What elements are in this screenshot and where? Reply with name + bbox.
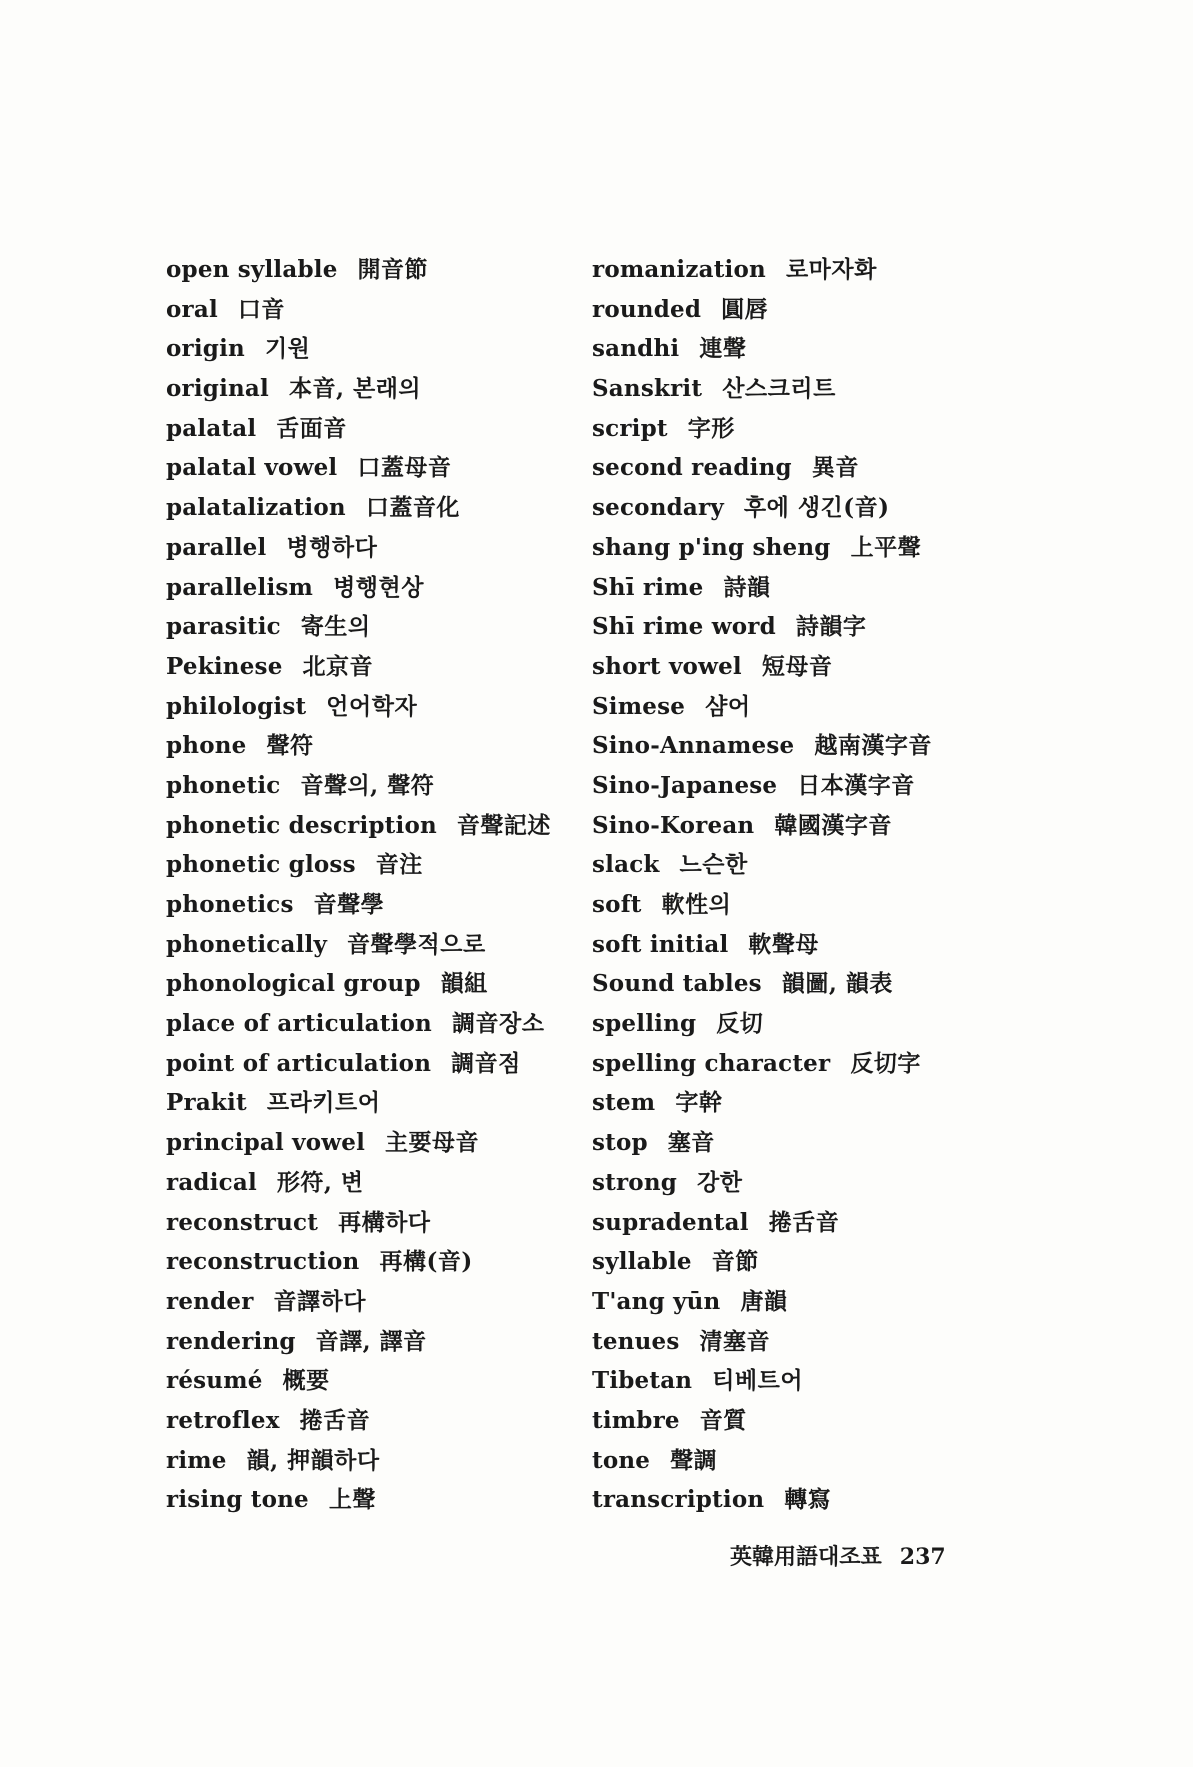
glossary-entry: [592, 329, 1032, 369]
glossary-entry: [166, 1163, 606, 1203]
glossary-entry: [166, 1044, 606, 1084]
entry-term: oral: [166, 295, 218, 323]
glossary-entry: [592, 528, 1032, 568]
entry-gloss: 韓國漢字音: [774, 811, 892, 839]
entry-term: origin: [166, 335, 245, 363]
glossary-entry: [166, 409, 606, 449]
glossary-entry: [592, 1322, 1032, 1362]
glossary-entry: [592, 766, 1032, 806]
entry-gloss: 詩韻: [723, 573, 771, 601]
glossary-entry: [166, 568, 606, 608]
entry-term: original: [166, 375, 269, 403]
entry-gloss: 티베트어: [712, 1367, 804, 1395]
glossary-entry: [592, 250, 1032, 290]
entry-gloss: 圓唇: [721, 295, 769, 323]
glossary-entry: [166, 528, 606, 568]
glossary-entry: [592, 1282, 1032, 1322]
entry-term: point of articulation: [166, 1049, 432, 1077]
entry-gloss: 上平聲: [850, 533, 922, 561]
glossary-entry: [166, 1083, 606, 1123]
glossary-entry: [592, 1083, 1032, 1123]
glossary-entry: [592, 409, 1032, 449]
entry-term: open syllable: [166, 256, 338, 283]
entry-gloss: 再構하다: [338, 1208, 431, 1236]
entry-term: rime: [166, 1446, 227, 1474]
entry-gloss: 느슨한: [679, 851, 748, 879]
entry-term: rendering: [166, 1327, 296, 1355]
glossary-entry: [592, 1480, 1032, 1520]
entry-gloss: 字幹: [675, 1089, 723, 1117]
entry-gloss: 韻組: [440, 970, 488, 998]
entry-gloss: 反切: [716, 1010, 764, 1038]
entry-term: Sino-Annamese: [592, 732, 795, 760]
entry-term: phonetically: [166, 930, 328, 958]
entry-gloss: 聲符: [266, 732, 314, 760]
entry-term: phonetic description: [166, 811, 437, 839]
entry-term: script: [592, 414, 668, 442]
glossary-entry: [592, 806, 1032, 846]
entry-term: second reading: [592, 454, 792, 482]
entry-gloss: 산스크리트: [722, 375, 836, 403]
entry-gloss: 音譯, 譯音: [315, 1327, 427, 1355]
entry-term: phonetics: [166, 891, 294, 918]
entry-gloss: 軟性의: [661, 891, 732, 918]
entry-gloss: 音聲學: [313, 891, 385, 918]
glossary-entry: [166, 1123, 606, 1163]
entry-term: résumé: [166, 1367, 263, 1395]
glossary-entry: [592, 290, 1032, 330]
entry-gloss: 口音: [237, 295, 285, 323]
left-column: [166, 250, 606, 1520]
entry-term: render: [166, 1287, 254, 1315]
glossary-entry: [166, 448, 606, 488]
entry-gloss: 捲舌音: [768, 1208, 840, 1236]
entry-gloss: 日本漢字音: [797, 771, 915, 799]
entry-term: supradental: [592, 1208, 749, 1236]
entry-gloss: 塞音: [667, 1129, 715, 1157]
footer-title: 英韓用語대조표: [730, 1544, 882, 1570]
glossary-entry: [166, 329, 606, 369]
glossary-entry: [592, 568, 1032, 608]
entry-gloss: 音聲記述: [456, 811, 551, 839]
entry-gloss: 反切字: [850, 1049, 921, 1077]
glossary-entry: [166, 1203, 606, 1243]
entry-gloss: 異音: [811, 454, 859, 482]
entry-gloss: 再構(音): [379, 1248, 473, 1276]
glossary-entry: [592, 1401, 1032, 1441]
glossary-entry: [166, 369, 606, 409]
entry-gloss: 唐韻: [740, 1287, 788, 1315]
glossary-entry: [166, 726, 606, 766]
glossary-entry: [592, 845, 1032, 885]
glossary-entry: [592, 1242, 1032, 1282]
entry-gloss: 口蓋母音: [357, 454, 452, 482]
entry-term: short vowel: [592, 652, 742, 680]
entry-gloss: 기원: [264, 335, 311, 363]
glossary-entry: [166, 488, 606, 528]
entry-term: phonetic gloss: [166, 851, 356, 879]
entry-term: spelling character: [592, 1049, 831, 1077]
entry-gloss: 병행하다: [286, 533, 378, 561]
entry-gloss: 清塞音: [699, 1327, 770, 1355]
entry-term: palatal vowel: [166, 454, 338, 482]
glossary-entry: [592, 687, 1032, 727]
entry-term: Shī rime word: [592, 613, 776, 641]
glossary-entry: [166, 290, 606, 330]
entry-term: place of articulation: [166, 1010, 432, 1038]
entry-gloss: 舌面音: [276, 414, 347, 442]
entry-gloss: 形符, 변: [276, 1168, 364, 1196]
entry-gloss: 轉寫: [784, 1486, 832, 1514]
entry-gloss: 調音장소: [451, 1010, 545, 1038]
entry-gloss: 로마자화: [785, 256, 877, 283]
entry-term: palatal: [166, 414, 257, 442]
entry-gloss: 越南漢字音: [814, 732, 932, 760]
glossary-entry: [592, 1163, 1032, 1203]
entry-term: sandhi: [592, 335, 680, 363]
entry-gloss: 連聲: [699, 335, 747, 363]
glossary-entry: [166, 845, 606, 885]
glossary-entry: [592, 1123, 1032, 1163]
glossary-entry: [166, 250, 606, 290]
entry-gloss: 本音, 본래의: [288, 375, 422, 403]
entry-term: principal vowel: [166, 1129, 366, 1157]
entry-term: parallelism: [166, 573, 314, 601]
glossary-entry: [166, 766, 606, 806]
entry-term: Sound tables: [592, 970, 762, 998]
entry-gloss: 音節: [711, 1248, 759, 1276]
entry-term: stem: [592, 1089, 656, 1117]
entry-gloss: 口蓋音化: [365, 494, 460, 522]
entry-term: slack: [592, 851, 660, 879]
entry-gloss: 調音점: [451, 1049, 521, 1077]
page-footer: [730, 1540, 946, 1571]
entry-gloss: 音聲學적으로: [347, 930, 486, 958]
entry-term: transcription: [592, 1486, 765, 1514]
glossary-entry: [592, 1004, 1032, 1044]
entry-gloss: 韻圖, 韻表: [781, 970, 893, 998]
entry-term: reconstruct: [166, 1208, 319, 1236]
entry-term: philologist: [166, 692, 307, 720]
glossary-entry: [166, 687, 606, 727]
entry-term: parallel: [166, 533, 267, 561]
glossary-entry: [166, 1242, 606, 1282]
page-number: 237: [899, 1544, 946, 1570]
entry-term: soft: [592, 891, 642, 918]
entry-term: phonological group: [166, 970, 421, 998]
entry-term: radical: [166, 1168, 257, 1196]
entry-gloss: 概要: [282, 1367, 330, 1395]
entry-term: rising tone: [166, 1486, 309, 1514]
glossary-entry: [592, 1361, 1032, 1401]
glossary-entry: [166, 1361, 606, 1401]
entry-term: phonetic: [166, 771, 281, 799]
entry-gloss: 寄生의: [300, 613, 371, 641]
entry-term: timbre: [592, 1406, 680, 1434]
entry-gloss: 主要母音: [385, 1129, 480, 1157]
glossary-entry: [166, 647, 606, 687]
glossary-entry: [592, 964, 1032, 1004]
entry-term: stop: [592, 1129, 648, 1157]
glossary-entry: [166, 806, 606, 846]
entry-term: Shī rime: [592, 573, 704, 601]
entry-term: Simese: [592, 692, 686, 720]
entry-term: soft initial: [592, 930, 729, 958]
glossary-entry: [592, 885, 1032, 925]
entry-term: phone: [166, 732, 247, 760]
entry-gloss: 강한: [697, 1168, 743, 1196]
entry-gloss: 韻, 押韻하다: [246, 1446, 380, 1474]
entry-term: romanization: [592, 256, 766, 283]
glossary-entry: [166, 1401, 606, 1441]
entry-gloss: 字形: [687, 414, 735, 442]
entry-gloss: 프라키트어: [266, 1089, 381, 1117]
entry-term: Tibetan: [592, 1367, 693, 1395]
entry-term: Sino-Korean: [592, 811, 755, 839]
glossary-entry: [592, 1044, 1032, 1084]
entry-gloss: 音質: [699, 1406, 747, 1434]
entry-term: Pekinese: [166, 652, 283, 680]
glossary-entry: [166, 925, 606, 965]
entry-term: syllable: [592, 1248, 692, 1276]
glossary-entry: [592, 726, 1032, 766]
entry-term: Sanskrit: [592, 375, 703, 403]
glossary-entry: [166, 885, 606, 925]
glossary-entry: [166, 1322, 606, 1362]
entry-gloss: 音聲의, 聲符: [300, 771, 435, 799]
entry-gloss: 軟聲母: [748, 930, 819, 958]
entry-gloss: 詩韻字: [795, 613, 867, 641]
entry-term: palatalization: [166, 494, 346, 522]
entry-term: reconstruction: [166, 1248, 360, 1276]
entry-gloss: 上聲: [328, 1486, 376, 1514]
entry-gloss: 샴어: [705, 692, 751, 720]
entry-term: secondary: [592, 494, 724, 522]
entry-term: retroflex: [166, 1406, 280, 1434]
glossary-entry: [166, 1480, 606, 1520]
entry-gloss: 언어학자: [326, 692, 418, 720]
glossary-entry: [166, 964, 606, 1004]
entry-gloss: 병행현상: [333, 573, 424, 601]
right-column: [592, 250, 1032, 1520]
entry-gloss: 捲舌音: [299, 1406, 371, 1434]
entry-term: T'ang yūn: [592, 1287, 721, 1315]
entry-gloss: 聲調: [670, 1446, 718, 1474]
entry-term: spelling: [592, 1010, 697, 1038]
entry-term: tenues: [592, 1327, 680, 1355]
glossary-entry: [592, 488, 1032, 528]
entry-term: parasitic: [166, 613, 281, 641]
glossary-entry: [166, 1441, 606, 1481]
entry-term: Sino-Japanese: [592, 771, 778, 799]
entry-gloss: 音譯하다: [273, 1287, 366, 1315]
glossary-entry: [166, 1282, 606, 1322]
glossary-entry: [166, 1004, 606, 1044]
entry-gloss: 후에 생긴(音): [743, 494, 890, 522]
entry-term: shang p'ing sheng: [592, 533, 831, 561]
entry-gloss: 北京音: [302, 652, 374, 680]
entry-term: rounded: [592, 295, 702, 323]
entry-term: strong: [592, 1168, 678, 1196]
glossary-entry: [592, 369, 1032, 409]
glossary-entry: [592, 925, 1032, 965]
entry-term: Prakit: [166, 1089, 247, 1117]
glossary-entry: [592, 1441, 1032, 1481]
glossary-entry: [166, 607, 606, 647]
entry-gloss: 音注: [375, 851, 423, 879]
entry-term: tone: [592, 1446, 651, 1474]
glossary-entry: [592, 607, 1032, 647]
glossary-entry: [592, 647, 1032, 687]
glossary-entry: [592, 448, 1032, 488]
entry-gloss: 開音節: [357, 256, 429, 283]
entry-gloss: 短母音: [761, 652, 833, 680]
glossary-entry: [592, 1203, 1032, 1243]
